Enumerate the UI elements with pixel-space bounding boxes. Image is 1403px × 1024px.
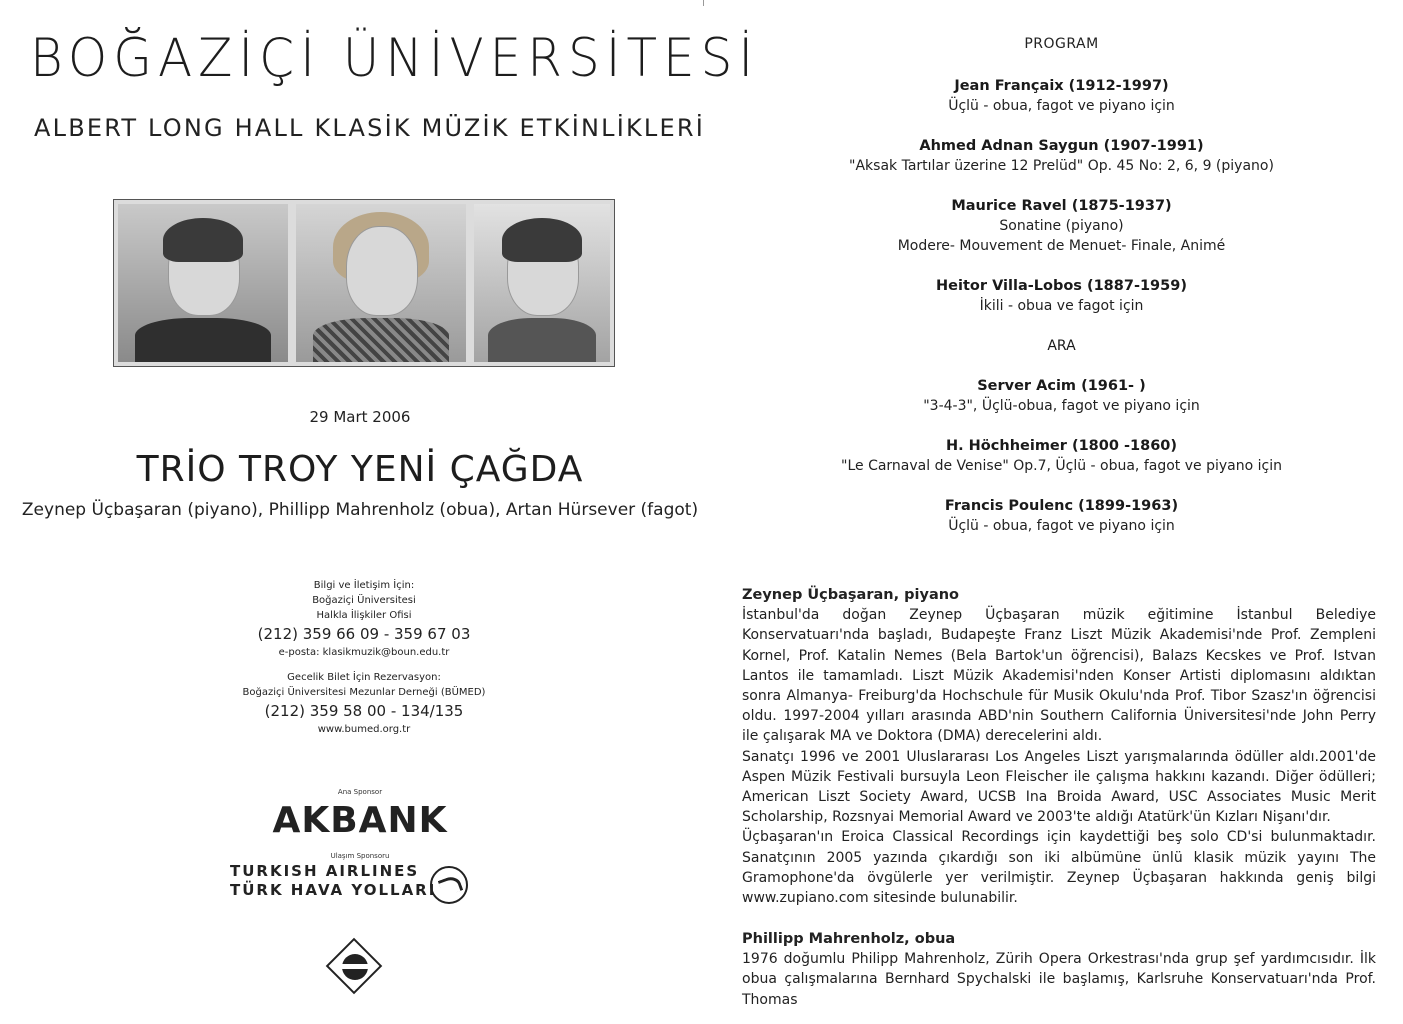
- transport-sponsor-label: Ulaşım Sponsoru: [330, 852, 390, 860]
- contact-email[interactable]: e-posta: klasikmuzik@boun.edu.tr: [278, 647, 450, 658]
- concert-date: 29 Mart 2006: [309, 408, 411, 426]
- program-item: [720, 496, 1403, 536]
- work: Üçlü - obua, fagot ve piyano için: [948, 518, 1175, 534]
- program-list: [720, 76, 1403, 556]
- ticket-phone: (212) 359 58 00 - 134/135: [264, 702, 464, 720]
- composer: Maurice Ravel (1875-1937): [951, 198, 1172, 214]
- program-item: [720, 376, 1403, 416]
- composer: Jean Françaix (1912-1997): [954, 78, 1169, 94]
- work: "3-4-3", Üçlü-obua, fagot ve piyano için: [923, 398, 1200, 414]
- airline-name-en: TURKISH AIRLINES: [230, 862, 420, 880]
- airline-name-tr: TÜRK HAVA YOLLARI: [230, 881, 437, 899]
- contact-phone: (212) 359 66 09 - 359 67 03: [257, 625, 471, 643]
- contact-office: Halkla İlişkiler Ofisi: [316, 610, 412, 621]
- bio-paragraph: 1976 doğumlu Philipp Mahrenholz, Zürih Opera Orkestrası'nda grup şef yardımcısıdır. İlk obua çalışmalarına Bernhard Spychalski ile başlamış, Karlsruhe Konservatuarı'nda Prof. Thomas: [742, 951, 1376, 1008]
- portrait-man-left: [118, 204, 288, 362]
- work: İkili - obua ve fagot için: [979, 298, 1144, 314]
- composer: Server Acim (1961- ): [977, 378, 1146, 394]
- work: Üçlü - obua, fagot ve piyano için: [948, 98, 1175, 114]
- main-sponsor-label: Ana Sponsor: [337, 788, 383, 796]
- composer: Francis Poulenc (1899-1963): [944, 498, 1179, 514]
- program-item: [720, 196, 1403, 256]
- university-subtitle: ALBERT LONG HALL KLASİK MÜZİK ETKİNLİKLERİ: [34, 114, 706, 142]
- work-movements: Modere- Mouvement de Menuet- Finale, Animé: [897, 238, 1226, 254]
- university-title: BOĞAZİÇİ ÜNİVERSİTESİ: [30, 27, 760, 89]
- akbank-logo: AKBANK: [272, 800, 448, 841]
- work: "Le Carnaval de Venise" Op.7, Üçlü - obua, fagot ve piyano için: [841, 458, 1282, 474]
- right-page: [720, 0, 1403, 1024]
- program-heading: PROGRAM: [1024, 36, 1099, 52]
- portrait-woman: [296, 204, 466, 362]
- intermission: ARA: [1047, 338, 1076, 354]
- work: "Aksak Tartılar üzerine 12 Prelüd" Op. 45 No: 2, 6, 9 (piyano): [849, 158, 1274, 174]
- composer: Heitor Villa-Lobos (1887-1959): [936, 278, 1187, 294]
- program-item: [720, 136, 1403, 176]
- contact-university: Boğaziçi Üniversitesi: [312, 595, 416, 606]
- contact-heading: Bilgi ve İletişim İçin:: [313, 580, 415, 591]
- bio-name: Zeynep Üçbaşaran, piyano: [742, 587, 960, 603]
- ticket-association: Boğaziçi Üniversitesi Mezunlar Derneği (BÜMED): [242, 687, 486, 698]
- thy-bird-icon: [430, 866, 468, 904]
- contact-block: [214, 578, 514, 737]
- ticket-heading: Gecelik Bilet İçin Rezervasyon:: [287, 672, 441, 683]
- portrait-man-right: [474, 204, 610, 362]
- bio-paragraph: İstanbul'da doğan Zeynep Üçbaşaran müzik eğitimine İstanbul Belediye Konservatuarı'nda başladı, Budapeşte Franz Liszt Müzik Akademisi'nde Prof. Zempleni Kornel, Prof. Katalin Nemes (Bela Bartok'un öğrencisi), Balazs Kecskes ve Prof. Istvan Lantos ile tamamladı. Liszt Müzik Akademisi'nden Konser Artisti diplomasını aldıktan sonra Almanya- Freiburg'da Hochschule für Musik Okulu'nda Prof. Tibor Szasz'ın öğrencisi oldu. 1997-2004 yılları arasında ABD'nin Southern California Üniversitesi'nde John Perry ile çalışarak MA ve Doktora (DMA) derecelerini aldı.: [742, 607, 1376, 745]
- composer: Ahmed Adnan Saygun (1907-1991): [919, 138, 1204, 154]
- program-item: [720, 276, 1403, 316]
- bio-zeynep: [742, 585, 1376, 908]
- concert-title: TRİO TROY YENİ ÇAĞDA: [136, 449, 584, 490]
- work: Sonatine (piyano): [999, 218, 1124, 234]
- bio-paragraph: Üçbaşaran'ın Eroica Classical Recordings için kaydettiği beş solo CD'si bulunmaktadır. Sanatçının 2005 yazında çıkardığı son iki albümüne ünlü klasik müzik yayını The Gramophone'da övgülerle yer verilmiştir. Zeynep Üçbaşaran hakkında geniş bilgi www.zupiano.com sitesinde bulunabilir.: [742, 829, 1376, 907]
- performers-line: Zeynep Üçbaşaran (piyano), Phillipp Mahrenholz (obua), Artan Hürsever (fagot): [21, 500, 699, 520]
- bio-name: Phillipp Mahrenholz, obua: [742, 931, 956, 947]
- ticket-website[interactable]: www.bumed.org.tr: [317, 724, 411, 735]
- program-item: [720, 76, 1403, 116]
- composer: H. Höchheimer (1800 -1860): [945, 438, 1177, 454]
- university-emblem-icon: [326, 938, 384, 996]
- program-item: [720, 436, 1403, 476]
- performers-photo: [113, 199, 615, 367]
- bio-paragraph: Sanatçı 1996 ve 2001 Uluslararası Los Angeles Liszt yarışmalarında ödüller aldı.2001'de Aspen Müzik Festivali bursuyla Leon Fleischer ile çalışma hakkını kazandı. Diğer ödülleri; American Liszt Society Award, UCSB Ina Broida Award, USC Associates Music Merit Scholarship, Rozsnyai Memorial Award ve 2003'te aldığı Atatürk'ün Kızları Nişanı'dır.: [742, 748, 1376, 826]
- bio-phillipp: [742, 929, 1376, 1010]
- turkish-airlines-logo: [230, 862, 480, 900]
